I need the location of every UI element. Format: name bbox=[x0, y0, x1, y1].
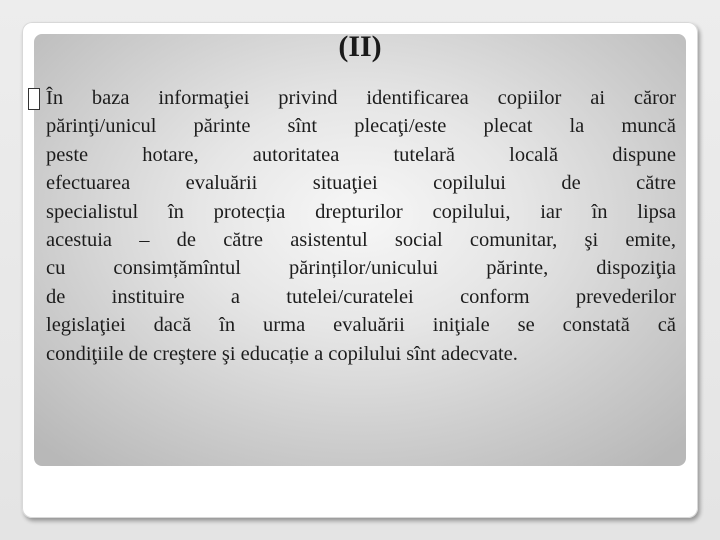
body-paragraph bbox=[46, 84, 676, 368]
paragraph-line: efectuarea evaluării situaţiei copilului de către bbox=[46, 172, 676, 195]
paragraph-line: legislaţiei dacă în urma evaluării iniţiale se constată că bbox=[46, 314, 676, 337]
slide-title: (II) bbox=[338, 30, 382, 63]
paragraph-line: condiţiile de creştere şi educație a copilului sînt adecvate. bbox=[46, 342, 518, 365]
paragraph-line: părinţi/unicul părinte sînt plecaţi/este plecat la muncă bbox=[46, 115, 676, 138]
paragraph-line: În baza informaţiei privind identificarea copiilor ai căror bbox=[46, 87, 676, 109]
paragraph-line: cu consimțămîntul părinților/unicului părinte, dispoziţia bbox=[46, 257, 676, 280]
paragraph-line: peste hotare, autoritatea tutelară locală dispune bbox=[46, 143, 676, 166]
square-bullet-icon bbox=[28, 88, 40, 110]
paragraph-line: specialistul în protecția drepturilor copilului, iar în lipsa bbox=[46, 200, 676, 223]
paragraph-line: acestuia – de către asistentul social comunitar, şi emite, bbox=[46, 229, 676, 252]
paragraph-line: de instituire a tutelei/curatelei conform prevederilor bbox=[46, 285, 676, 308]
